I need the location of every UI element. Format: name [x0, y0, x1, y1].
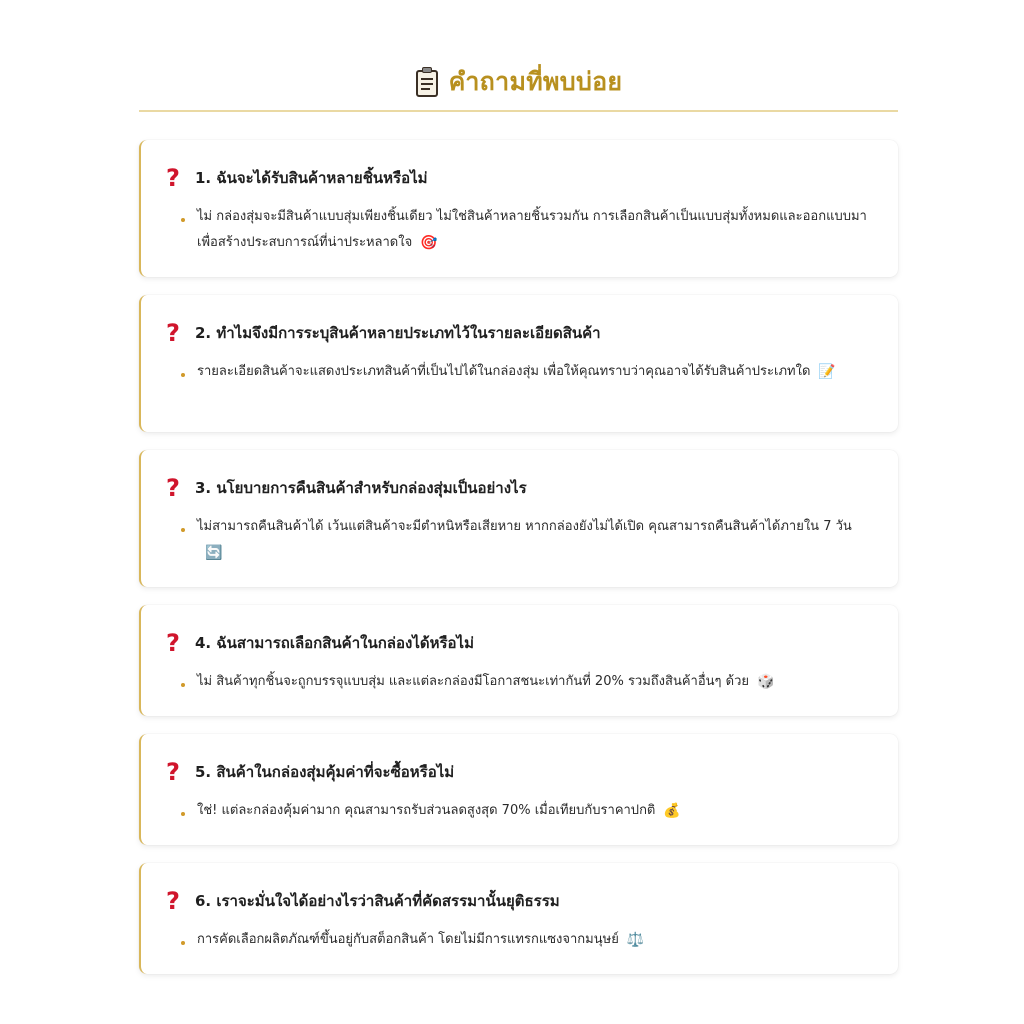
scales-icon: ⚖️ [626, 931, 645, 948]
bullet-icon [181, 528, 185, 532]
faq-question-row [163, 760, 454, 784]
faq-answer-row [181, 675, 876, 695]
faq-question-row [163, 631, 474, 655]
question-mark-icon: ? [166, 758, 180, 786]
faq-question: 2. ทำไมจึงมีการระบุสินค้าหลายประเภทไว้ในรายละเอียดสินค้า [195, 324, 601, 342]
question-mark-icon: ? [166, 319, 180, 347]
faq-header [139, 52, 898, 112]
faq-question-row [163, 321, 601, 345]
target-icon: 🎯 [420, 234, 438, 251]
question-mark-icon: ? [166, 474, 180, 502]
question-mark-icon: ? [166, 887, 180, 915]
bullet-icon [181, 812, 185, 816]
faq-item-3[interactable] [139, 450, 898, 587]
faq-item-4[interactable] [139, 605, 898, 716]
bullet-icon [181, 941, 185, 945]
bullet-icon [181, 373, 185, 377]
faq-question: 4. ฉันสามารถเลือกสินค้าในกล่องได้หรือไม่ [195, 634, 474, 652]
faq-answer: ไม่สามารถคืนสินค้าได้ เว้นแต่สินค้าจะมีตำหนิหรือเสียหาย หากกล่องยังไม่ได้เปิด คุณสามารถคืนสินค้าได้ภายใน 7 วัน🔄 [197, 519, 852, 561]
faq-answer: การคัดเลือกผลิตภัณฑ์ขึ้นอยู่กับสต็อกสินค้า โดยไม่มีการแทรกแซงจากมนุษย์ ⚖️ [197, 931, 645, 948]
faq-answer-row [181, 520, 876, 566]
bullet-icon [181, 683, 185, 687]
bullet-icon [181, 218, 185, 222]
faq-item-1[interactable] [139, 140, 898, 277]
faq-question: 1. ฉันจะได้รับสินค้าหลายชิ้นหรือไม่ [195, 169, 428, 187]
faq-item-6[interactable] [139, 863, 898, 974]
header-divider [139, 110, 898, 112]
faq-question: 3. นโยบายการคืนสินค้าสำหรับกล่องสุ่มเป็นอย่างไร [195, 479, 527, 497]
faq-answer: รายละเอียดสินค้าจะแสดงประเภทสินค้าที่เป็นไปได้ในกล่องสุ่ม เพื่อให้คุณทราบว่าคุณอาจได้รับสินค้าประเภทใด 📝 [197, 363, 836, 380]
faq-question-row [163, 476, 527, 500]
faq-answer-row [181, 804, 876, 824]
faq-answer-row [181, 210, 876, 256]
faq-answer-row [181, 933, 876, 953]
faq-answer: ไม่ กล่องสุ่มจะมีสินค้าแบบสุ่มเพียงชิ้นเดียว ไม่ใช่สินค้าหลายชิ้นรวมกัน การเลือกสินค้าเป็นแบบสุ่มทั้งหมดและออกแบบมาเพื่อสร้างประสบการณ์ที่น่าประหลาดใจ 🎯 [197, 209, 867, 251]
faq-question: 6. เราจะมั่นใจได้อย่างไรว่าสินค้าที่คัดสรรมานั้นยุติธรรม [195, 892, 560, 910]
question-mark-icon: ? [166, 164, 180, 192]
faq-item-5[interactable] [139, 734, 898, 845]
faq-question-row [163, 166, 428, 190]
faq-question-row [163, 889, 560, 913]
faq-item-2[interactable] [139, 295, 898, 432]
memo-icon: 📝 [818, 363, 836, 380]
clipboard-icon [415, 67, 439, 97]
dice-icon: 🎲 [757, 673, 775, 690]
question-mark-icon: ? [166, 629, 180, 657]
refresh-icon: 🔄 [205, 544, 223, 561]
faq-answer-row [181, 365, 876, 385]
page-title: คำถามที่พบบ่อย [448, 67, 623, 96]
money-bag-icon: 💰 [663, 802, 681, 819]
faq-answer: ไม่ สินค้าทุกชิ้นจะถูกบรรจุแบบสุ่ม และแต่ละกล่องมีโอกาสชนะเท่ากันที่ 20% รวมถึงสินค้าอื่นๆ ด้วย 🎲 [197, 673, 775, 690]
faq-answer: ใช่! แต่ละกล่องคุ้มค่ามาก คุณสามารถรับส่วนลดสูงสุด 70% เมื่อเทียบกับราคาปกติ 💰 [197, 802, 681, 819]
faq-question: 5. สินค้าในกล่องสุ่มคุ้มค่าที่จะซื้อหรือไม่ [195, 763, 455, 781]
